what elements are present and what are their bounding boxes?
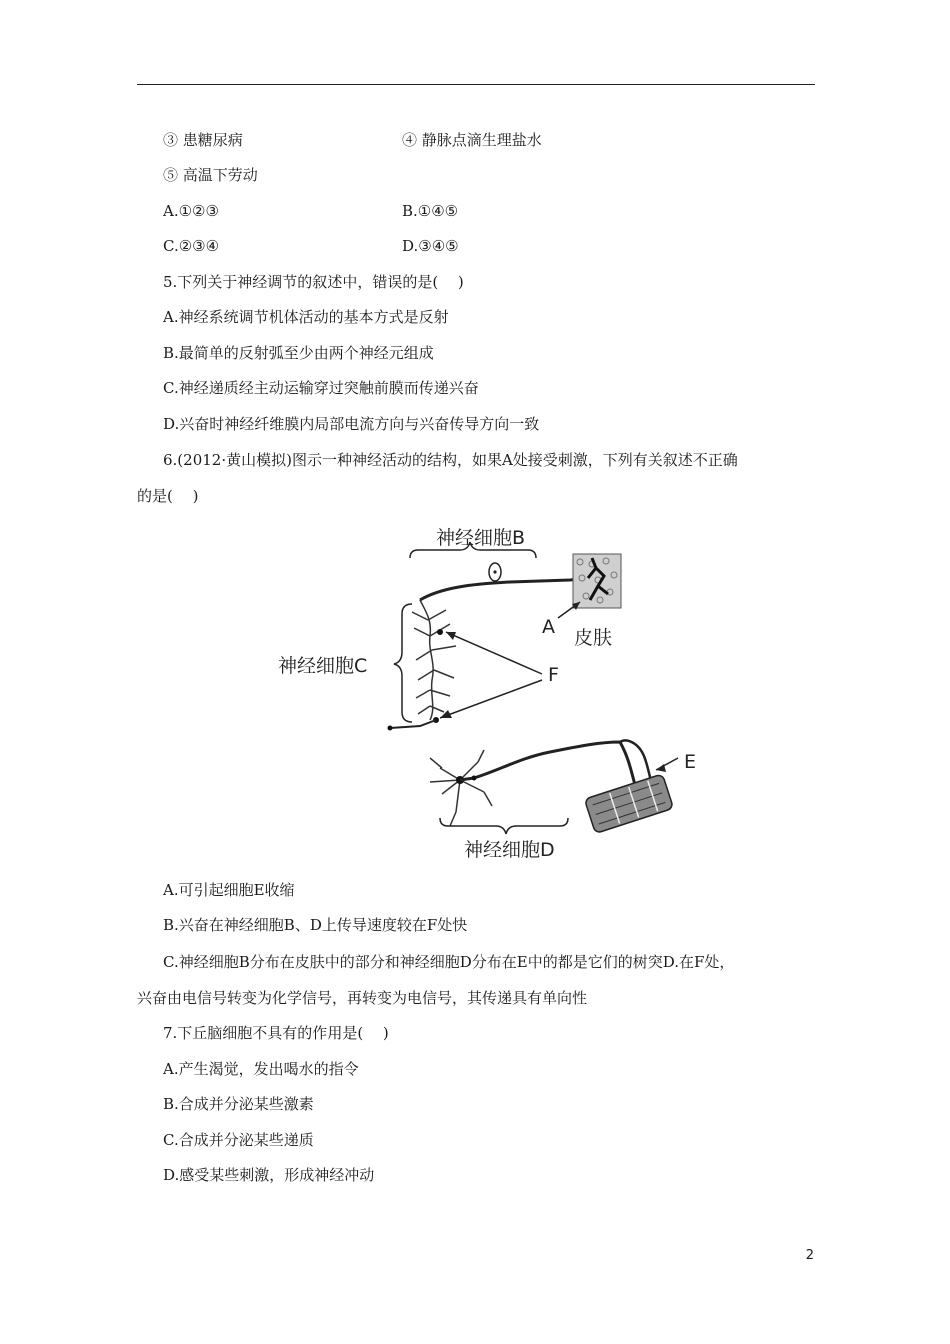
q6-stem-cont: 的是( ) xyxy=(137,487,199,505)
reflex-arc-figure xyxy=(270,520,710,870)
brace-neuron-d xyxy=(440,818,568,834)
label-neuron-b: 神经细胞B xyxy=(436,527,526,549)
neuron-d-axon xyxy=(460,742,636,788)
q4-option-a: A.①②③ xyxy=(163,202,219,220)
q7-option-c: C.合成并分泌某些递质 xyxy=(163,1131,314,1149)
q4-option-c: C.②③④ xyxy=(163,237,220,255)
q6-option-a: A.可引起细胞E收缩 xyxy=(163,881,295,899)
q4-item-3: ③ 患糖尿病 xyxy=(163,131,243,149)
q7-option-b: B.合成并分泌某些激素 xyxy=(163,1095,314,1113)
label-point-a: A xyxy=(542,616,555,638)
q7-option-d: D.感受某些刺激，形成神经冲动 xyxy=(163,1166,375,1184)
q4-option-d: D.③④⑤ xyxy=(402,237,459,255)
q6-option-c: C.神经细胞B分布在皮肤中的部分和神经细胞D分布在E中的都是它们的树突D.在F处， xyxy=(163,953,735,971)
q4-item-4: ④ 静脉点滴生理盐水 xyxy=(402,131,542,149)
label-point-f: F xyxy=(548,664,559,686)
q5-option-d: D.兴奋时神经纤维膜内局部电流方向与兴奋传导方向一致 xyxy=(163,415,540,433)
q5-option-c: C.神经递质经主动运输穿过突触前膜而传递兴奋 xyxy=(163,379,479,397)
q6-option-c-cont: 兴奋由电信号转变为化学信号，再转变为电信号，其传递具有单向性 xyxy=(137,989,588,1007)
q6-stem: 6.(2012·黄山模拟)图示一种神经活动的结构，如果A处接受刺激，下列有关叙述不正确 xyxy=(163,451,738,469)
q5-option-a: A.神经系统调节机体活动的基本方式是反射 xyxy=(163,308,449,326)
label-point-e: E xyxy=(684,751,697,773)
neuron-c-body xyxy=(412,600,456,720)
q7-stem: 7.下丘脑细胞不具有的作用是( ) xyxy=(163,1024,389,1042)
q5-option-b: B.最简单的反射弧至少由两个神经元组成 xyxy=(163,344,434,362)
q4-item-5: ⑤ 高温下劳动 xyxy=(163,166,258,184)
page-number: 2 xyxy=(805,1248,814,1263)
muscle-e xyxy=(584,774,673,834)
arrow-f-lower xyxy=(440,680,542,718)
label-skin: 皮肤 xyxy=(574,627,613,649)
arrow-f-upper xyxy=(446,632,542,674)
label-neuron-c: 神经细胞C xyxy=(278,655,368,677)
header-rule xyxy=(137,84,815,85)
q5-stem: 5.下列关于神经调节的叙述中，错误的是( ) xyxy=(163,273,464,291)
q6-option-b: B.兴奋在神经细胞B、D上传导速度较在F处快 xyxy=(163,916,468,934)
brace-neuron-c xyxy=(394,604,412,722)
q7-option-a: A.产生渴觉，发出喝水的指令 xyxy=(163,1060,359,1078)
neuron-b-axon xyxy=(420,578,590,600)
q4-option-b: B.①④⑤ xyxy=(402,202,459,220)
label-neuron-d: 神经细胞D xyxy=(464,839,555,861)
neuron-d-body xyxy=(430,750,492,826)
